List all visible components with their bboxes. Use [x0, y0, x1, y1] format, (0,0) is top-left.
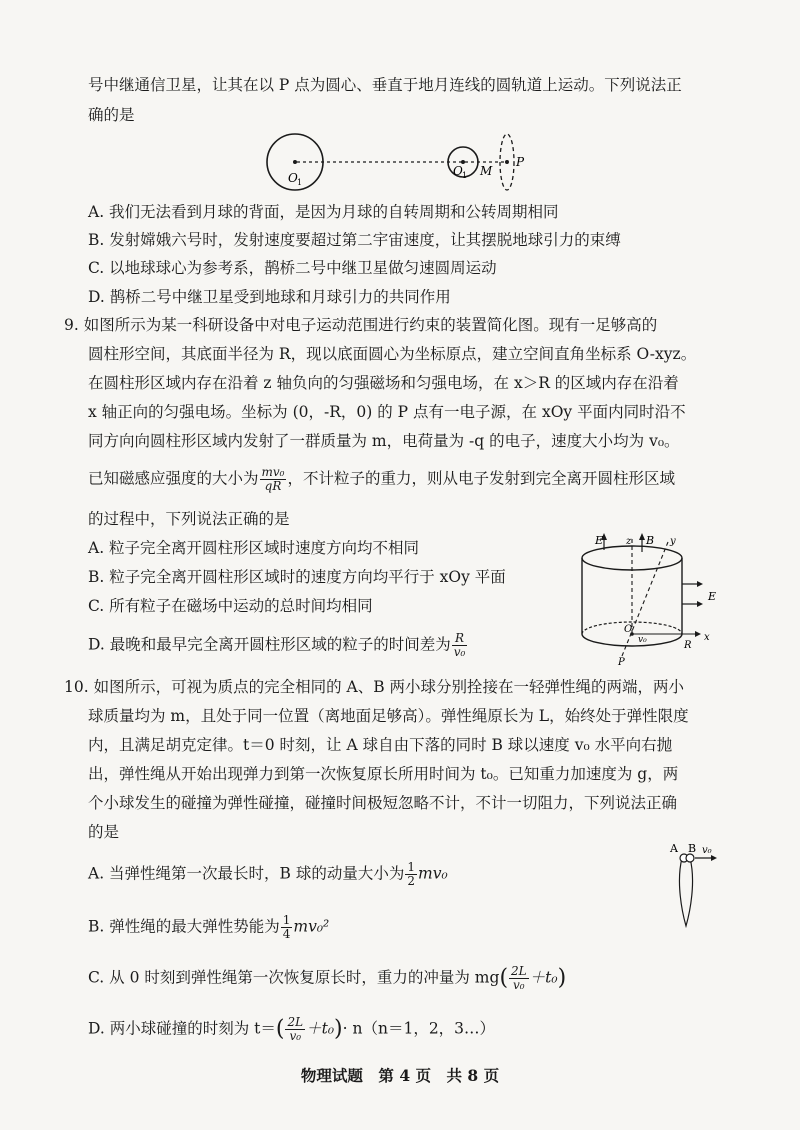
q9-line6 — [88, 466, 675, 493]
q10-d-den: v₀ — [289, 1029, 302, 1043]
q10-line1: 10. 如图所示，可视为质点的完全相同的 A、B 两小球分别拴接在一轻弹性绳的两端，两小 — [64, 678, 685, 696]
q10-a-num: 1 — [407, 860, 416, 874]
q10-line5: 个小球发生的碰撞为弹性碰撞，碰撞时间极短忽略不计，不计一切阻力，下列说法正确 — [88, 794, 678, 812]
q9-option-d — [88, 632, 468, 659]
q9-option-a: A. 粒子完全离开圆柱形区域时速度方向均不相同 — [88, 539, 420, 557]
q10-d-num: 2L — [287, 1015, 304, 1029]
q9-line5: 同方向向圆柱形区域内发射了一群质量为 m，电荷量为 -q 的电子，速度大小均为 v₀。 — [88, 432, 680, 450]
label-e-left: E — [595, 534, 604, 547]
q10-a-fraction — [405, 861, 417, 888]
q9-line3: 在圆柱形区域内存在沿着 z 轴负向的匀强磁场和匀强电场，在 x＞R 的区域内存在沿着 — [88, 374, 679, 392]
q8-earth-moon-figure — [258, 130, 538, 200]
q10-option-c-pre: C. 从 0 时刻到弹性绳第一次恢复原长时，重力的冲量为 mg — [88, 968, 500, 987]
q10-c-fraction — [509, 965, 529, 992]
label-r: R — [684, 640, 692, 651]
label-v0: v₀ — [638, 635, 647, 645]
q10-option-d-post1: ＋t₀ — [306, 1019, 335, 1038]
q10-option-b-pre: B. 弹性绳的最大弹性势能为 — [88, 917, 280, 936]
label-p: P — [516, 155, 525, 169]
x-arrow-icon — [695, 631, 701, 637]
q9-line7: 的过程中，下列说法正确的是 — [88, 510, 290, 528]
label-e-right: E — [708, 590, 717, 603]
q8-option-c: C. 以地球球心为参考系，鹊桥二号中继卫星做匀速圆周运动 — [88, 259, 497, 277]
q8-stem-line2: 确的是 — [88, 106, 135, 124]
e-right-arrow-2-icon — [697, 601, 703, 607]
q9-line2: 圆柱形空间，其底面半径为 R，现以底面圆心为坐标原点，建立空间直角坐标系 O-xyz。 — [88, 345, 697, 363]
label-o1-sub: 1 — [297, 178, 303, 187]
label-o1: O — [288, 171, 298, 185]
page-footer: 物理试题 第 4 页 共 8 页 — [300, 1066, 500, 1085]
b-up-arrow-icon — [639, 533, 645, 540]
q10-line6: 的是 — [88, 823, 120, 841]
q10-c-den: v₀ — [513, 978, 525, 992]
q10-option-b — [88, 914, 329, 941]
point-p-dot — [505, 160, 509, 164]
label-z: z — [626, 536, 632, 547]
q9-line1: 9. 如图所示为某一科研设备中对电子运动范围进行约束的装置简化图。现有一足够高的 — [64, 316, 658, 334]
q8-stem-line1: 号中继通信卫星，让其在以 P 点为圆心、垂直于地月连线的圆轨道上运动。下列说法正 — [88, 76, 682, 94]
q10-a-den: 2 — [407, 874, 416, 888]
q9-d-num: R — [452, 632, 468, 646]
q8-option-a: A. 我们无法看到月球的背面，是因为月球的自转周期和公转周期相同 — [88, 203, 559, 221]
label-o2-sub: 1 — [462, 171, 468, 180]
label-m: M — [480, 164, 493, 178]
label-b: B — [646, 534, 655, 547]
q10-c-num: 2L — [511, 964, 527, 978]
label-y: y — [670, 536, 676, 547]
q9-line6-post: ，不计粒子的重力，则从电子发射到完全离开圆柱形区域 — [287, 469, 675, 488]
q9-d-fraction — [452, 632, 468, 659]
label-b: B — [688, 842, 697, 855]
label-p: P — [618, 657, 625, 668]
q10-line2: 球质量均为 m，且处于同一位置（离地面足够高）。弹性绳原长为 L，始终处于弹性限度 — [88, 707, 689, 725]
q10-option-d: D. 两小球碰撞的时刻为 t＝( $\frac{2L}{\text{v₀}}$ ＋t₀)· n（n＝1，2，3…） — [88, 1015, 496, 1043]
label-v0: v₀ — [702, 845, 712, 856]
q9-line6-pre: 已知磁感应强度的大小为 — [88, 469, 259, 488]
q9-option-b: B. 粒子完全离开圆柱形区域时的速度方向均平行于 xOy 平面 — [88, 568, 506, 586]
q9-line4: x 轴正向的匀强电场。坐标为 (0，-R，0) 的 P 点有一电子源，在 xOy 平面内同时沿不 — [88, 403, 686, 421]
q10-line3: 内，且满足胡克定律。t＝0 时刻，让 A 球自由下落的同时 B 球以速度 v₀ 水平向右抛 — [88, 736, 673, 754]
q10-option-a-post: mv₀ — [418, 864, 448, 883]
label-x: x — [704, 632, 710, 643]
label-o: O — [624, 624, 633, 635]
q9-option-c: C. 所有粒子在磁场中运动的总时间均相同 — [88, 597, 373, 615]
q9-b-den: qR — [264, 479, 282, 493]
q10-option-d-post2: · n（n＝1，2，3…） — [342, 1019, 496, 1038]
e-right-arrow-1-icon — [697, 581, 703, 587]
q9-b-fraction — [260, 466, 287, 493]
q10-option-c-post: ＋t₀ — [529, 968, 558, 987]
q9-b-num: mv₀ — [261, 465, 285, 479]
q10-balls-figure — [668, 842, 728, 932]
label-o2: O — [453, 164, 463, 178]
q10-b-num: 1 — [282, 913, 291, 927]
q10-b-fraction — [281, 914, 293, 941]
q10-option-a — [88, 861, 448, 888]
q10-option-c: C. 从 0 时刻到弹性绳第一次恢复原长时，重力的冲量为 mg( $\frac{2L}{\text{v₀}}$ ＋t₀) — [88, 964, 567, 992]
q8-option-d: D. 鹊桥二号中继卫星受到地球和月球引力的共同作用 — [88, 288, 451, 306]
ball-b — [686, 854, 694, 862]
v0-arrow-icon — [711, 855, 717, 861]
q8-option-b: B. 发射嫦娥六号时，发射速度要超过第二宇宙速度，让其摆脱地球引力的束缚 — [88, 231, 621, 249]
q9-cylinder-figure — [570, 530, 730, 670]
q9-option-d-pre: D. 最晚和最早完全离开圆柱形区域的粒子的时间差为 — [88, 635, 451, 654]
label-a: A — [670, 842, 678, 855]
q10-b-den: 4 — [282, 927, 291, 941]
q10-option-d-pre: D. 两小球碰撞的时刻为 t＝ — [88, 1019, 276, 1038]
q10-line4: 出，弹性绳从开始出现弹力到第一次恢复原长所用时间为 t₀。已知重力加速度为 g，两 — [88, 765, 679, 783]
q10-option-a-pre: A. 当弹性绳第一次最长时，B 球的动量大小为 — [88, 864, 405, 883]
elastic-cord — [679, 858, 692, 926]
q10-d-fraction — [285, 1016, 305, 1043]
q9-d-den: v₀ — [453, 645, 466, 659]
q10-option-b-post: mv₀² — [293, 917, 330, 936]
earth-center-dot — [293, 160, 297, 164]
